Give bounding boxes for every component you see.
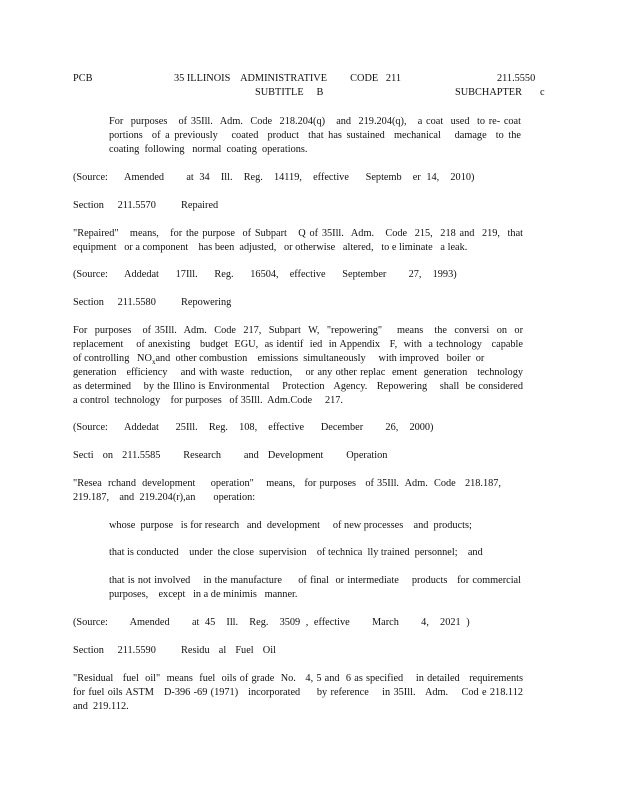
text-line <box>73 352 523 366</box>
section-number: Section 211.5580 <box>73 297 156 308</box>
list-item: whose purpose is for research and development of new processes and products; <box>109 520 472 531</box>
text-line: replacement of anexisting budget EGU, as identif ied in Appendix F, with a technology capable <box>73 339 523 350</box>
nox-subscript: x <box>151 358 156 367</box>
list-item: that is conducted under the close supervision of technica lly trained personnel; and <box>109 547 483 558</box>
source-note-5550: (Source: Amended at 34 Ill. Reg. 14119, effective Septemb er 14, 2010) <box>73 172 475 183</box>
text-line: coating following normal coating operations. <box>109 144 308 155</box>
source-note-5585: (Source: Amended at 45 Ill. Reg. 3509 , effective March 4, 2021 ) <box>73 617 470 628</box>
section-title: Repaired <box>181 200 219 211</box>
source-note-5570: (Source: Addedat 17Ill. Reg. 16504, effective September 27, 1993) <box>73 269 457 280</box>
header-subtitle: SUBTITLE B <box>255 87 324 98</box>
text-line: "Repaired" means, for the purpose of Subpart Q of 35Ill. Adm. Code 215, 218 and 219, that <box>73 228 523 239</box>
header-center: 35 ILLINOIS ADMINISTRATIVE CODE 211 <box>174 73 401 84</box>
text-line: purposes, except in a de minimis manner. <box>109 589 298 600</box>
paragraph-5585-intro <box>73 477 501 505</box>
paragraph-5590 <box>73 672 523 714</box>
text-line: "Residual fuel oil" means fuel oils of grade No. 4, 5 and 6 as specified in detailed requirements <box>73 673 523 684</box>
section-title: Residu al Fuel Oil <box>181 645 276 656</box>
text-line: as determined by the Illino is Environmental Protection Agency. Repowering shall be considered <box>73 381 523 392</box>
text-line: generation efficiency and with waste reduction, or any other replac ement generation technology <box>73 367 523 378</box>
header-section-number: 211.5550 <box>497 73 536 84</box>
text-line: for fuel oils ASTM D-396 -69 (1971) incorporated by reference in 35Ill. Adm. Cod e 218.112 <box>73 687 523 698</box>
paragraph-5570 <box>73 227 523 255</box>
section-heading-5585: Secti on 211.5585 Research and Development Operation <box>73 450 388 461</box>
text-line: that is not involved in the manufacture of final or intermediate products for commercial <box>109 575 521 586</box>
text-line: "Resea rchand development operation" means, for purposes of 35Ill. Adm. Code 218.187, <box>73 478 501 489</box>
text-fragment: and other combustion emissions simultaneously with improved boiler or <box>155 353 485 364</box>
list-item <box>109 574 521 602</box>
section-heading-5580 <box>73 296 232 310</box>
source-note-5580: (Source: Addedat 25Ill. Reg. 108, effective December 26, 2000) <box>73 422 434 433</box>
section-number: Section 211.5570 <box>73 200 156 211</box>
section-title: Repowering <box>181 297 232 308</box>
paragraph-5550 <box>109 115 521 157</box>
text-line: For purposes of 35Ill. Adm. Code 218.204(q) and 219.204(q), a coat used to re- coat <box>109 116 521 127</box>
text-line: 219.187, and 219.204(r),an operation: <box>73 492 256 503</box>
section-heading-5590 <box>73 644 276 658</box>
text-line: a control technology for purposes of 35Ill. Adm.Code 217. <box>73 395 343 406</box>
text-fragment: of controlling NO <box>73 353 152 364</box>
section-number: Section 211.5590 <box>73 645 156 656</box>
text-line: portions of a previously coated product that has sustained mechanical damage to the <box>109 130 521 141</box>
paragraph-5580 <box>73 324 523 408</box>
header-subchapter: SUBCHAPTER c <box>455 87 545 98</box>
text-line: equipment or a component has been adjusted, or otherwise altered, to e liminate a leak. <box>73 242 468 253</box>
header-left: PCB <box>73 73 93 84</box>
section-heading-5570 <box>73 199 219 213</box>
text-line: and 219.112. <box>73 701 129 712</box>
text-line: For purposes of 35Ill. Adm. Code 217, Subpart W, "repowering" means the conversi on or <box>73 325 523 336</box>
